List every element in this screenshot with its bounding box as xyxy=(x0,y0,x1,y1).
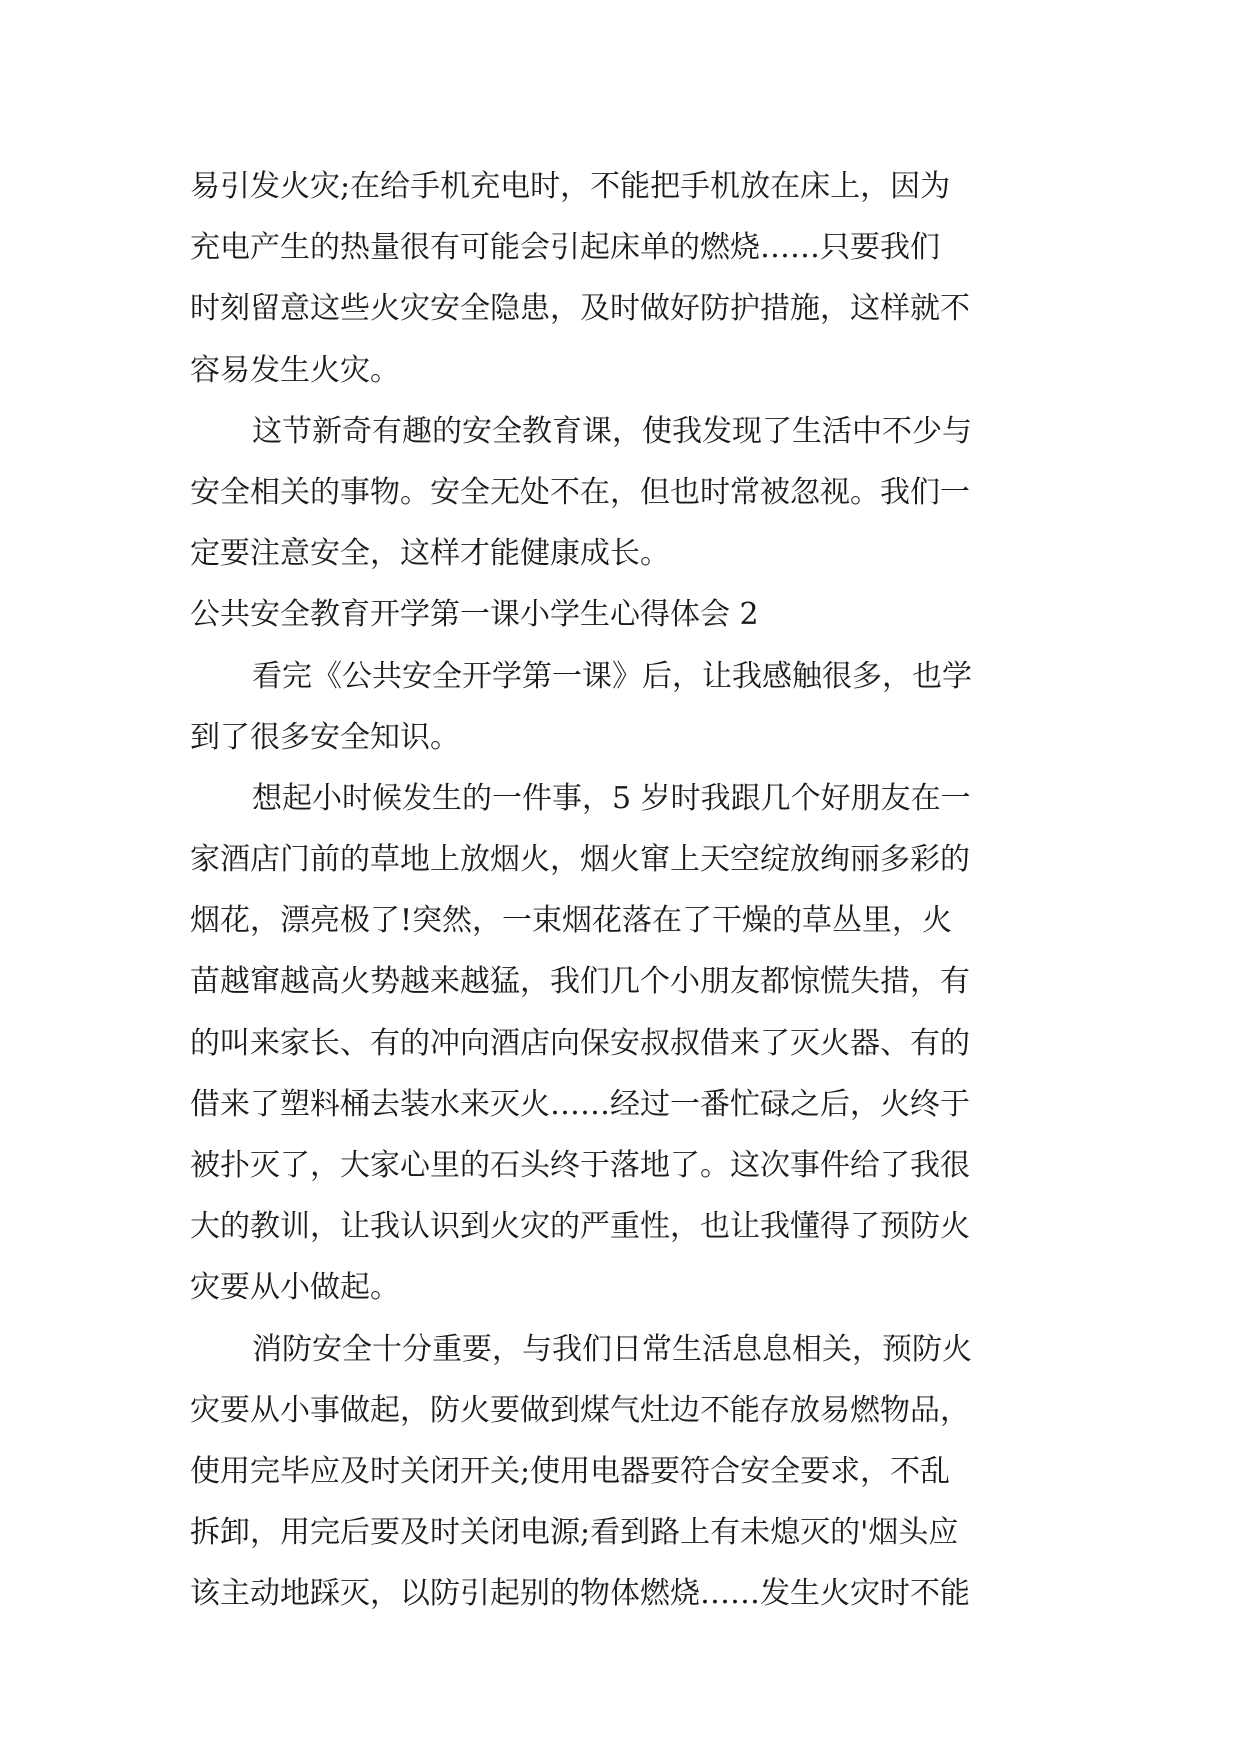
text-line: 借来了塑料桶去装水来灭火……经过一番忙碌之后，火终于 xyxy=(190,1086,970,1122)
text-line: 大的教训，让我认识到火灾的严重性，也让我懂得了预防火 xyxy=(190,1209,970,1245)
text-line: 充电产生的热量很有可能会引起床单的燃烧……只要我们 xyxy=(190,230,940,266)
text-line: 苗越窜越高火势越来越猛，我们几个小朋友都惊慌失措，有 xyxy=(190,964,970,1000)
text-line: 使用完毕应及时关闭开关;使用电器要符合安全要求，不乱 xyxy=(190,1453,951,1489)
text-line: 的叫来家长、有的冲向酒店向保安叔叔借来了灭火器、有的 xyxy=(190,1025,970,1061)
document-text xyxy=(190,156,1062,1625)
text-line: 灾要从小事做起，防火要做到煤气灶边不能存放易燃物品， xyxy=(190,1392,970,1428)
text-line: 烟花，漂亮极了!突然，一束烟花落在了干燥的草丛里，火 xyxy=(190,903,953,939)
text-line: 这节新奇有趣的安全教育课，使我发现了生活中不少与 xyxy=(252,413,972,449)
section-heading: 公共安全教育开学第一课小学生心得体会 2 xyxy=(190,597,759,633)
text-line: 灾要从小做起。 xyxy=(190,1270,400,1306)
text-line: 容易发生火灾。 xyxy=(190,352,400,388)
text-line: 家酒店门前的草地上放烟火，烟火窜上天空绽放绚丽多彩的 xyxy=(190,842,970,878)
text-line: 被扑灭了，大家心里的石头终于落地了。这次事件给了我很 xyxy=(190,1148,970,1183)
text-line: 易引发火灾;在给手机充电时，不能把手机放在床上，因为 xyxy=(190,169,951,204)
text-line: 拆卸，用完后要及时关闭电源;看到路上有未熄灭的'烟头应 xyxy=(190,1515,959,1551)
text-line: 想起小时候发生的一件事，5 岁时我跟几个好朋友在一 xyxy=(252,780,971,816)
text-line: 到了很多安全知识。 xyxy=(190,719,460,755)
text-line: 该主动地踩灭，以防引起别的物体燃烧……发生火灾时不能 xyxy=(190,1576,970,1612)
text-line: 安全相关的事物。安全无处不在，但也时常被忽视。我们一 xyxy=(190,474,970,510)
text-line: 时刻留意这些火灾安全隐患，及时做好防护措施，这样就不 xyxy=(190,291,970,327)
text-line: 看完《公共安全开学第一课》后，让我感触很多，也学 xyxy=(252,658,972,694)
text-line: 消防安全十分重要，与我们日常生活息息相关，预防火 xyxy=(252,1331,972,1367)
text-line: 定要注意安全，这样才能健康成长。 xyxy=(190,536,670,572)
